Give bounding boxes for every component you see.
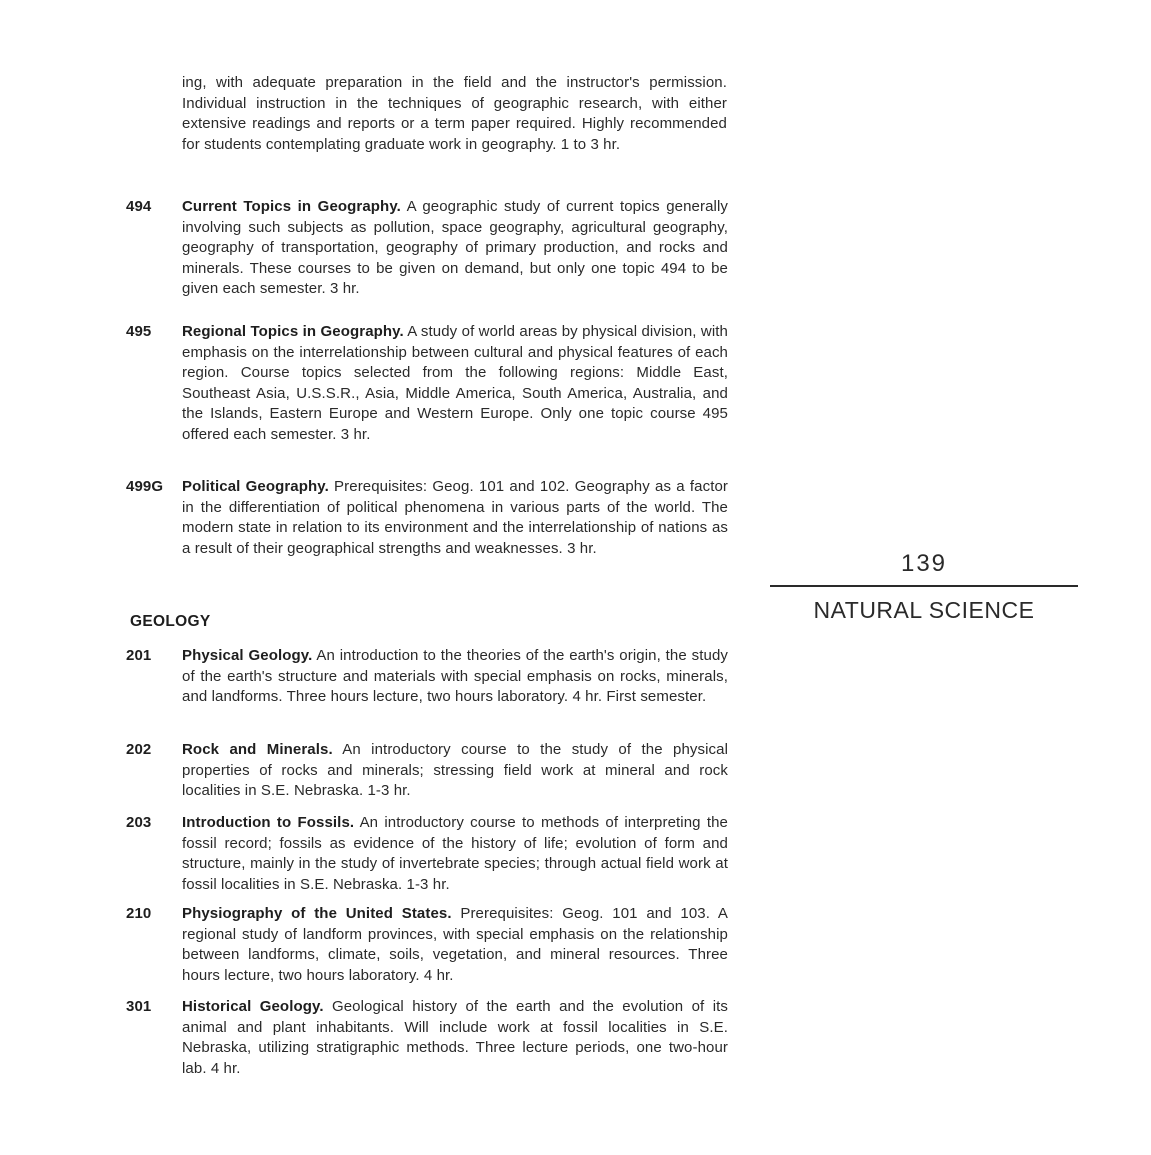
course-description: [182, 813, 728, 895]
course-title: Physical Geology.: [182, 647, 313, 664]
course-entry-210: [126, 904, 728, 986]
course-description: [182, 197, 728, 300]
course-text: Geological history of the earth and the evolution of its animal and plant inhabitants. Will include work at fossil localities in S.E. Nebraska, utilizing stratigraphic methods. Three lecture periods, one two-hour lab. 4 hr.: [182, 998, 728, 1077]
course-title: Historical Geology.: [182, 998, 324, 1015]
page-divider-rule: [770, 585, 1078, 587]
course-number: 210: [126, 905, 152, 922]
course-entry-203: [126, 813, 728, 895]
course-number: 495: [126, 323, 152, 340]
course-description: [182, 477, 728, 559]
course-text: An introduction to the theories of the earth's origin, the study of the earth's structure and materials with special emphasis on rocks, minerals, and landforms. Three hours lecture, two hours laboratory. 4 hr. First semester.: [182, 647, 728, 705]
course-entry-201: [126, 646, 728, 708]
course-title: Political Geography.: [182, 478, 329, 495]
course-text: Prerequisites: Geog. 101 and 102. Geography as a factor in the differentiation of political phenomena in various parts of the world. The modern state in relation to its environment and the interrelationship of nations as a result of their geographical strengths and weaknesses. 3 hr.: [182, 478, 729, 557]
course-text: An introductory course to the study of the physical properties of rocks and minerals; stressing field work at mineral and rock localities in S.E. Nebraska. 1-3 hr.: [182, 741, 728, 799]
course-description: [182, 646, 728, 708]
page-number: 139: [900, 550, 948, 577]
course-entry-301: [126, 997, 728, 1079]
course-number: 202: [126, 741, 152, 758]
course-entry-494: [126, 197, 728, 300]
section-heading-geology: GEOLOGY: [130, 613, 211, 630]
course-text: A study of world areas by physical division, with emphasis on the interrelationship between cultural and physical features of each region. Course topics selected from the following regions: Middle East, Southeast Asia, U.S.S.R., Asia, Middle America, South America, Australia, and the Islands, Eastern Europe and Western Europe. Only one topic course 495 offered each semester. 3 hr.: [182, 323, 728, 443]
course-number: 494: [126, 198, 152, 215]
course-text: An introductory course to methods of interpreting the fossil record; fossils as evidence of the history of life; evolution of form and structure, mainly in the study of invertebrate species; through actual field work at fossil localities in S.E. Nebraska. 1-3 hr.: [182, 814, 728, 893]
course-number: 499G: [126, 478, 164, 495]
page-section-label: NATURAL SCIENCE: [813, 597, 1035, 623]
course-number: 301: [126, 998, 152, 1015]
course-title: Rock and Minerals.: [182, 741, 333, 758]
course-title: Current Topics in Geography.: [182, 198, 401, 215]
course-entry-499g: [126, 477, 728, 559]
course-entry-202: [126, 740, 728, 802]
course-title: Regional Topics in Geography.: [182, 323, 404, 340]
intro-paragraph: ing, with adequate preparation in the field and the instructor's permission. Individual instruction in the techniques of geographic research, with either extensive readings and reports or a term paper required. Highly recommended for students contemplating graduate work in geography. 1 to 3 hr.: [182, 74, 727, 153]
course-number: 201: [126, 647, 152, 664]
course-description: [182, 740, 728, 802]
course-title: Physiography of the United States.: [182, 905, 452, 922]
course-text: Prerequisites: Geog. 101 and 103. A regional study of landform provinces, with special emphasis on the relationship between landforms, climate, soils, vegetation, and mineral resources. Three hours lecture, two hours laboratory. 4 hr.: [182, 905, 728, 984]
course-text: A geographic study of current topics generally involving such subjects as pollution, space geography, agricultural geography, geography of transportation, geography of primary production, and rocks and minerals. These courses to be given on demand, but only one topic 494 to be given each semester. 3 hr.: [182, 198, 728, 297]
course-description: [182, 904, 728, 986]
course-description: [182, 322, 728, 445]
course-number: 203: [126, 814, 152, 831]
course-description: [182, 997, 728, 1079]
course-title: Introduction to Fossils.: [182, 814, 355, 831]
course-entry-495: [126, 322, 728, 445]
